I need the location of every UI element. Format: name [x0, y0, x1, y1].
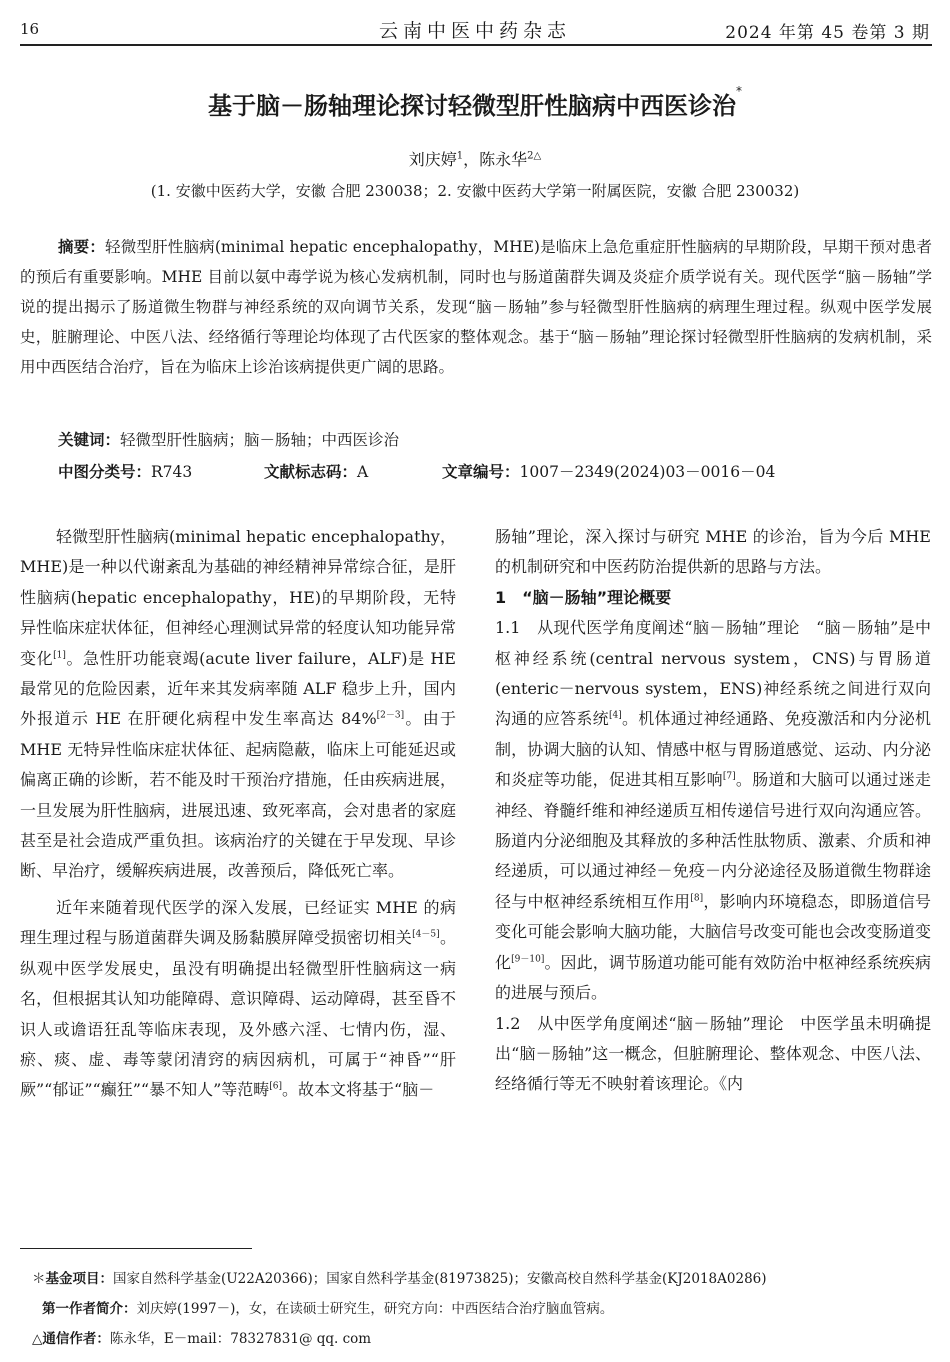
citation: [7]: [722, 771, 736, 782]
citation: [9－10]: [511, 954, 545, 965]
document-code: 文献标志码：A: [264, 463, 369, 481]
article-title: [0, 86, 950, 121]
paragraph-3: 肠轴”理论，深入探讨与研究 MHE 的诊治，旨为今后 MHE 的机制研究和中医药防治提供新的思路与方法。: [495, 527, 931, 577]
title-footnote-mark: *: [736, 84, 742, 98]
author-2-sup: 2△: [527, 150, 542, 162]
section-heading-1: 1 “脑－肠轴”理论概要: [495, 587, 672, 607]
page-number: 16: [20, 20, 40, 38]
author-1: 刘庆婷: [408, 150, 457, 169]
affiliations: (1. 安徽中医药大学，安徽 合肥 230038；2. 安徽中医药大学第一附属医院，安徽 合肥 230032): [150, 182, 800, 200]
authors: 刘庆婷$^1$，陈永华$^{2\triangle}$: [408, 150, 542, 169]
citation: [2－3]: [376, 711, 405, 722]
section-1-2: 1.2 从中医学角度阐述“脑－肠轴”理论 中医学虽未明确提出“脑－肠轴”这一概念，但脏腑理论、整体观念、中医八法、经络循行等无不映射着该理论。《内: [495, 1013, 931, 1094]
abstract: [20, 232, 932, 382]
keywords: [58, 428, 399, 450]
section-heading-1-2: 1.2 从中医学角度阐述“脑－肠轴”理论: [495, 1013, 784, 1033]
classification-line: [58, 460, 938, 484]
paragraph-1: 轻微型肝性脑病(minimal hepatic encephalopathy，MHE)是一种以代谢紊乱为基础的神经精神异常综合征，是肝性脑病(hepatic encephalopathy，HE)的早期阶段，无特异性临床症状体征，但神经心理测试异常的轻度认知功能异常变化[1]。急性肝功能衰竭(acute liver failure，ALF)是 HE 最常见的危险因素，近年来其发病率随 ALF 稳步上升，国内外报道示 HE 在肝硬化病程中发生率高达 84%[2－3]。由于 MHE 无特异性临床症状体征、起病隐蔽，临床上可能延迟或偏离正确的诊断，若不能及时干预治疗措施，任由疾病进展，一旦发展为肝性脑病，进展迅速、致死率高，会对患者的家庭甚至是社会造成严重负担。该病治疗的关键在于早发现、早诊断、早治疗，缓解疾病进展，改善预后，降低死亡率。: [20, 527, 456, 881]
title-text: 基于脑－肠轴理论探讨轻微型肝性脑病中西医诊治: [208, 92, 736, 120]
citation: [4－5]: [412, 929, 440, 940]
footnote-funding: ＊基金项目：国家自然科学基金(U22A20366)；国家自然科学基金(81973825)；安徽高校自然科学基金(KJ2018A0286): [32, 1271, 767, 1287]
keywords-label: 关键词：: [58, 431, 121, 449]
body-right-column: [495, 522, 931, 1100]
article-number: 文章编号：1007－2349(2024)03－0016－04: [442, 463, 776, 481]
footnote-rule: [20, 1248, 252, 1249]
author-1-sup: 1: [456, 150, 464, 162]
citation: [8]: [690, 893, 704, 904]
author-2: 陈永华: [479, 150, 528, 169]
footnote-correspondence: △通信作者：陈永华，E－mail：78327831@ qq. com: [32, 1331, 372, 1347]
clc-code: 中图分类号：R743: [58, 463, 193, 481]
paragraph-2: 近年来随着现代医学的深入发展，已经证实 MHE 的病理生理过程与肠道菌群失调及肠黏膜屏障受损密切相关[4－5]。纵观中医学发展史，虽没有明确提出轻微型肝性脑病这一病名，但根据其认知功能障碍、意识障碍、运动障碍，甚至昏不识人或谵语狂乱等临床表现，及外感六淫、七情内伤，湿、瘀、痰、虚、毒等蒙闭清窍的病因病机，可属于“神昏”“肝厥”“郁证”“癫狂”“暴不知人”等范畴[6]。故本文将基于“脑－: [20, 897, 456, 1100]
abstract-text: 轻微型肝性脑病(minimal hepatic encephalopathy，MHE)是临床上急危重症肝性脑病的早期阶段，早期干预对患者的预后有重要影响。MHE 目前以氨中毒学说为核心发病机制，同时也与肠道菌群失调及炎症介质学说有关。现代医学“脑－肠轴”学说的提出揭示了肠道微生物群与神经系统的双向调节关系，发现“脑－肠轴”参与轻微型肝性脑病的病理生理过程。纵观中医学发展史，脏腑理论、中医八法、经络循行等理论均体现了古代医家的整体观念。基于“脑－肠轴”理论探讨轻微型肝性脑病的发病机制，采用中西医结合治疗，旨在为临床上诊治该病提供更广阔的思路。: [20, 238, 932, 376]
issue-info: 2024 年第 45 卷第 3 期: [725, 23, 930, 43]
body-left-column: [20, 522, 456, 1106]
citation: [1]: [53, 650, 66, 661]
section-1-1: 1.1 从现代医学角度阐述“脑－肠轴”理论 “脑－肠轴”是中枢神经系统(central nervous system，CNS)与胃肠道(enteric－nervous system，ENS)神经系统之间进行双向沟通的应答系统[4]。机体通过神经通路、免疫激活和内分泌机制，协调大脑的认知、情感中枢与胃肠道感觉、运动、内分泌和炎症等功能，促进其相互影响[7]。肠道和大脑可以通过迷走神经、脊髓纤维和神经递质互相传递信号进行双向沟通应答。肠道内分泌细胞及其释放的多种活性肽物质、激素、介质和神经递质，可以通过神经－免疫－内分泌途径及肠道微生物群途径与中枢神经系统相互作用[8]，影响内环境稳态，即肠道信号变化可能会影响大脑功能，大脑信号改变可能也会改变肠道变化[9－10]。因此，调节肠道功能可能有效防治中枢神经系统疾病的进展与预后。: [495, 618, 931, 1003]
footnote-first-author: 第一作者简介：刘庆婷(1997－)，女，在读硕士研究生，研究方向：中西医结合治疗脑血管病。: [42, 1301, 614, 1317]
section-heading-1-1: 1.1 从现代医学角度阐述“脑－肠轴”理论: [495, 618, 800, 638]
citation: [6]: [269, 1081, 283, 1092]
abstract-label: 摘要：: [58, 238, 106, 256]
citation: [4]: [608, 711, 622, 722]
journal-name: 云南中医中药杂志: [378, 20, 571, 42]
keywords-text: 轻微型肝性脑病；脑－肠轴；中西医诊治: [120, 431, 400, 449]
header-rule: [20, 44, 932, 46]
